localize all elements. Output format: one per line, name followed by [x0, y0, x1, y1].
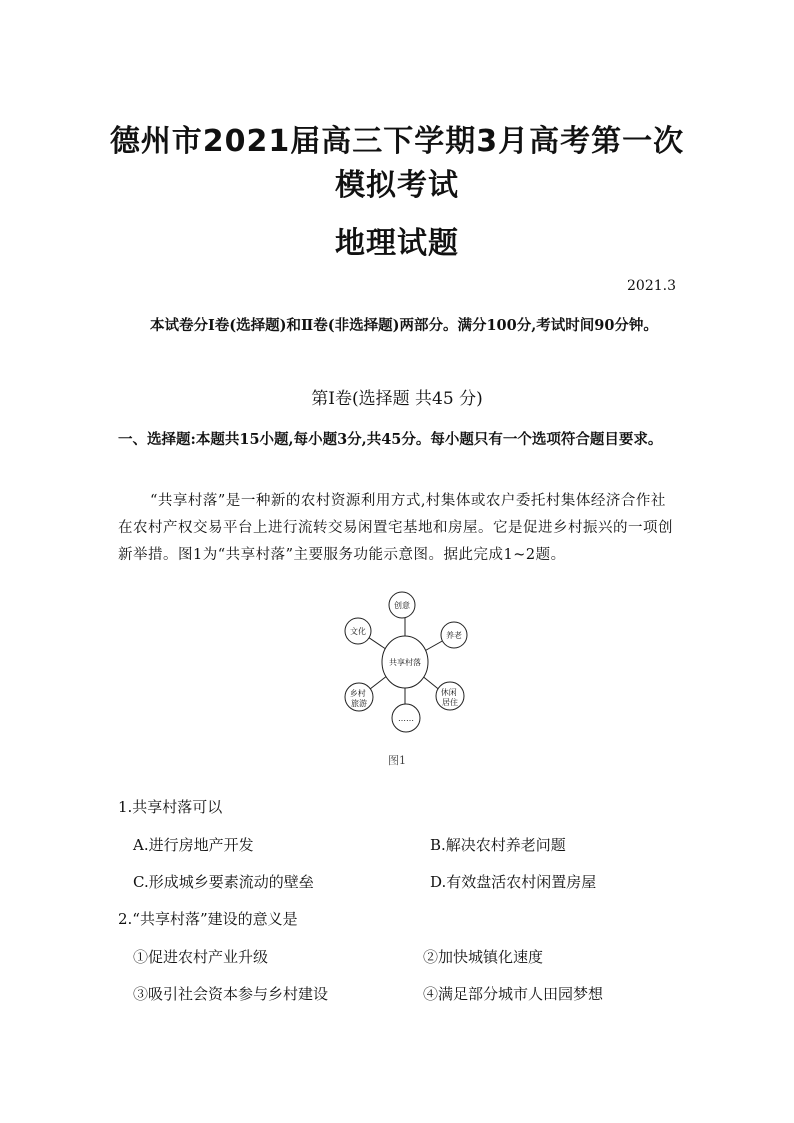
- part-heading: 第Ⅰ卷(选择题 共45 分): [311, 389, 483, 409]
- diagram-label-more: ……: [398, 714, 414, 723]
- question-2-statement-4: ④满足部分城市人田园梦想: [423, 985, 604, 1003]
- exam-date: 2021.3: [627, 278, 676, 294]
- shared-village-diagram: [330, 586, 480, 746]
- question-1-stem: 1.共享村落可以: [118, 798, 223, 816]
- diagram-label-tourism-line-1: 乡村: [349, 689, 366, 698]
- question-2-statement-3: ③吸引社会资本参与乡村建设: [133, 985, 329, 1003]
- diagram-label-leisure-line-1: 休闲: [440, 688, 457, 697]
- exam-title-line-1: 德州市2021届高三下学期3月高考第一次: [109, 124, 685, 159]
- figure-caption: 图1: [388, 754, 406, 767]
- diagram-center-label: 共享村落: [389, 658, 421, 667]
- diagram-label-elderly-care: 养老: [446, 631, 462, 640]
- exam-instructions: 本试卷分Ⅰ卷(选择题)和Ⅱ卷(非选择题)两部分。满分100分,考试时间90分钟。: [150, 317, 658, 334]
- question-2-stem: 2.“共享村落”建设的意义是: [118, 910, 298, 928]
- diagram-label-tourism-line-2: 旅游: [351, 699, 367, 708]
- question-2-statement-2: ②加快城镇化速度: [423, 948, 544, 966]
- question-1-option-d: D.有效盘活农村闲置房屋: [430, 873, 597, 891]
- question-1-option-c: C.形成城乡要素流动的壁垒: [133, 873, 314, 891]
- diagram-label-culture: 文化: [350, 627, 366, 636]
- section-heading: 一、选择题:本题共15小题,每小题3分,共45分。每小题只有一个选项符合题目要求。: [118, 431, 663, 448]
- question-1-option-b: B.解决农村养老问题: [430, 836, 566, 854]
- exam-subject-title: 地理试题: [335, 226, 459, 261]
- question-2-statement-1: ①促进农村产业升级: [133, 948, 269, 966]
- diagram-label-creativity: 创意: [394, 601, 410, 610]
- exam-title-line-2: 模拟考试: [335, 168, 459, 203]
- diagram-label-leisure-line-2: 居住: [442, 698, 458, 707]
- question-1-option-a: A.进行房地产开发: [133, 836, 254, 854]
- question-material: “共享村落”是一种新的农村资源利用方式,村集体或农户委托村集体经济合作社在农村产权交易平台上进行流转交易闲置宅基地和房屋。它是促进乡村振兴的一项创新举措。图1为“共享村落”主要服务功能示意图。据此完成1~2题。: [118, 493, 673, 563]
